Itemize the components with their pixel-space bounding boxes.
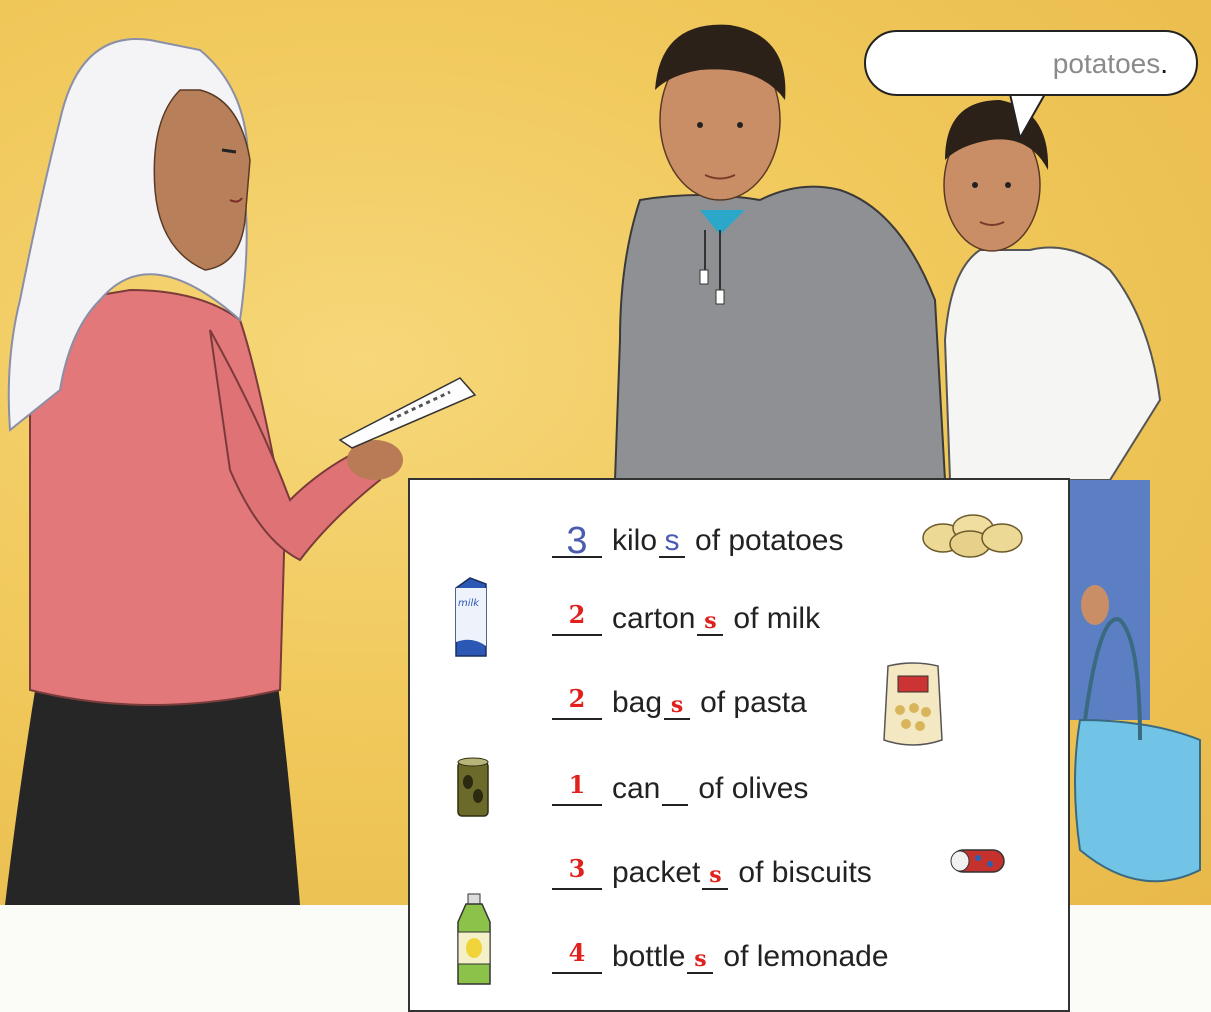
- shopping-list-worksheet: [408, 478, 1070, 1012]
- item-phrase: of olives: [698, 772, 809, 805]
- teacher-figure: [5, 39, 475, 905]
- list-item: [552, 844, 872, 890]
- plural-answer: s: [709, 862, 722, 888]
- quantity-blank[interactable]: [552, 520, 602, 562]
- plural-blank[interactable]: [659, 524, 685, 558]
- item-phrase: of lemonade: [723, 940, 889, 973]
- quantity-blank[interactable]: [552, 852, 602, 890]
- plural-answer: s: [670, 692, 684, 718]
- plural-blank[interactable]: [702, 856, 728, 890]
- plural-blank[interactable]: [697, 602, 723, 636]
- list-item: [552, 928, 889, 974]
- plural-blank[interactable]: [662, 772, 688, 806]
- quantity-blank[interactable]: [552, 598, 602, 636]
- speech-bubble: [864, 30, 1198, 96]
- list-item: [552, 512, 844, 562]
- plural-blank[interactable]: [687, 940, 713, 974]
- pasta-bag-icon: [878, 660, 948, 748]
- list-item: [552, 674, 807, 720]
- unit-word: kilo: [612, 524, 658, 557]
- item-phrase: of pasta: [700, 686, 807, 719]
- biscuit-packet-icon: [948, 846, 1008, 876]
- unit-word: carton: [612, 602, 696, 635]
- potatoes-icon: [918, 510, 1028, 560]
- quantity-answer: 1: [568, 770, 586, 799]
- quantity-blank[interactable]: [552, 682, 602, 720]
- quantity-blank[interactable]: [552, 768, 602, 806]
- quantity-blank[interactable]: [552, 936, 602, 974]
- plural-answer: s: [694, 946, 707, 972]
- plural-blank[interactable]: [664, 686, 690, 720]
- quantity-answer: 2: [568, 600, 586, 629]
- list-item: [552, 760, 808, 806]
- speech-bubble-text: [1053, 48, 1168, 80]
- item-phrase: of biscuits: [738, 856, 872, 889]
- quantity-answer: 4: [568, 938, 586, 967]
- unit-word: bag: [612, 686, 663, 719]
- milk-carton-icon: [448, 576, 494, 660]
- unit-word: bottle: [612, 940, 686, 973]
- list-item: [552, 590, 820, 636]
- item-phrase: of milk: [733, 602, 821, 635]
- quantity-answer: 2: [568, 684, 586, 713]
- unit-word: packet: [612, 856, 701, 889]
- olive-can-icon: [454, 756, 492, 820]
- milk-carton-label: milk: [458, 598, 480, 609]
- quantity-answer: 3: [568, 854, 586, 883]
- lemonade-bottle-icon: [452, 892, 496, 990]
- unit-word: can: [612, 772, 661, 805]
- bubble-word: potatoes: [1052, 48, 1161, 79]
- plural-answer: s: [704, 608, 717, 634]
- bubble-punctuation: .: [1160, 48, 1168, 79]
- plural-answer: s: [664, 524, 680, 557]
- item-phrase: of potatoes: [695, 524, 844, 557]
- quantity-answer: 3: [566, 520, 588, 562]
